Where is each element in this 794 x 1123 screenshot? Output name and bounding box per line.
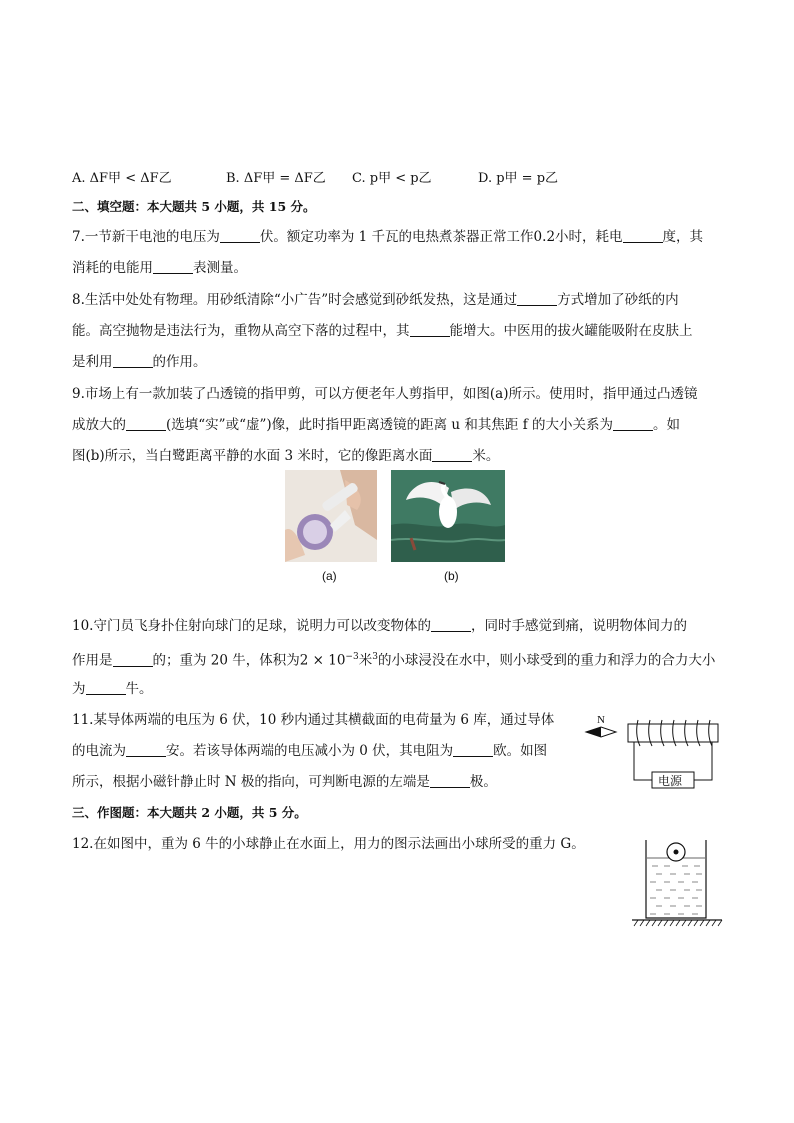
answer-blank[interactable]: [153, 260, 193, 274]
q11-text: 的电流为: [72, 743, 126, 759]
solenoid-circuit-diagram: [582, 710, 722, 792]
option-d: D. p甲 = p乙: [478, 171, 559, 186]
question-10-line-2: [72, 648, 715, 670]
q8-text: 的作用。: [152, 354, 207, 370]
question-8-line-1: [72, 291, 679, 309]
floating-ball-diagram: [630, 834, 724, 928]
q7-text: 度，其: [662, 229, 704, 245]
question-10-line-3: [72, 680, 153, 698]
answer-blank[interactable]: [517, 292, 557, 306]
option-b: B. ΔF甲 = ΔF乙: [226, 171, 326, 186]
answer-blank[interactable]: [432, 448, 472, 462]
q10-text: 为: [72, 681, 86, 697]
q11-text: 安。若该导体两端的电压减小为 0 伏，其电阻为: [166, 743, 454, 759]
photo-egret-over-water: [391, 470, 505, 562]
q8-text: 能。高空抛物是违法行为，重物从高空下落的过程中，其: [72, 323, 410, 339]
answer-blank[interactable]: [126, 417, 166, 431]
q8-text: 能增大。中医用的拔火罐能吸附在皮肤上: [449, 323, 693, 339]
q7-text: 表测量。: [193, 260, 247, 276]
section-heading: 二、填空题：本大题共 5 小题，共 15 分。: [72, 199, 316, 214]
question-8-line-3: [72, 353, 207, 371]
north-label: N: [597, 714, 605, 726]
power-source-label: 电源: [658, 774, 683, 788]
answer-blank[interactable]: [431, 618, 471, 632]
answer-blank[interactable]: [113, 653, 153, 667]
question-9-line-1: 9.市场上有一款加装了凸透镜的指甲剪，可以方便老年人剪指甲，如图(a)所示。使用时，指甲通过凸透镜: [72, 386, 698, 402]
figure-caption-a: (a): [322, 569, 337, 583]
q9-text: 。如: [653, 417, 680, 433]
q8-text: 8.生活中处处有物理。用砂纸清除“小广告”时会感觉到砂纸发热，这是通过: [72, 292, 518, 308]
q10-text: 牛。: [125, 681, 153, 697]
answer-blank[interactable]: [220, 229, 260, 243]
question-11-line-2: [72, 742, 547, 760]
answer-blank[interactable]: [613, 417, 653, 431]
q10-text: 的小球浸没在水中，则小球受到的重力和浮力的合力大小: [377, 652, 716, 669]
q7-text: 消耗的电能用: [72, 260, 153, 276]
q9-text: (选填“实”或“虚”)像，此时指甲距离透镜的距离 u 和其焦距 f 的大小关系为: [166, 417, 613, 433]
question-11-line-1: 11.某导体两端的电压为 6 伏，10 秒内通过其横截面的电荷量为 6 库，通过导体: [72, 712, 555, 728]
ball-center: [674, 850, 679, 855]
q11-text: 极。: [469, 774, 497, 790]
exponent: −3: [345, 652, 359, 662]
option-c: C. p甲 < p乙: [352, 171, 432, 186]
answer-blank[interactable]: [623, 229, 663, 243]
question-8-line-2: [72, 322, 693, 340]
answer-blank[interactable]: [430, 774, 470, 788]
q9-text: 图(b)所示，当白鹭距离平静的水面 3 米时，它的像距离水面: [72, 448, 433, 464]
answer-blank[interactable]: [453, 743, 493, 757]
q8-text: 是利用: [72, 354, 113, 370]
photo-nail-clipper-lens: [285, 470, 377, 562]
option-a: A. ΔF甲 < ΔF乙: [72, 171, 172, 186]
answer-blank[interactable]: [113, 354, 153, 368]
ground-hatching: [634, 920, 722, 926]
figure-caption-b: (b): [444, 569, 459, 583]
answer-blank[interactable]: [86, 681, 126, 695]
question-9-line-3: [72, 447, 499, 465]
exponent: 3: [372, 652, 378, 662]
question-11-line-3: [72, 773, 497, 791]
q10-text: 作用是: [72, 652, 113, 669]
question-9-line-2: [72, 416, 680, 434]
question-12: 12.在如图中，重为 6 牛的小球静止在水面上，用力的图示法画出小球所受的重力 G。: [72, 836, 585, 852]
water-hatching: [650, 866, 702, 914]
q8-text: 方式增加了砂纸的内: [557, 292, 679, 308]
q7-text: 伏。额定功率为 1 千瓦的电热煮茶器正常工作0.2小时，耗电: [259, 229, 623, 245]
answer-blank[interactable]: [126, 743, 166, 757]
question-7-line-2: [72, 259, 247, 277]
q9-text: 成放大的: [72, 417, 126, 433]
q11-text: 所示，根据小磁针静止时 N 极的指向，可判断电源的左端是: [72, 774, 430, 790]
q10-text: 米: [358, 652, 373, 669]
answer-blank[interactable]: [410, 323, 450, 337]
question-10-line-1: [72, 617, 687, 635]
q10-text: 的；重为 20 牛，体积为2 × 10: [152, 652, 346, 669]
q7-text: 7.一节新干电池的电压为: [72, 229, 220, 245]
section-heading: 三、作图题：本大题共 2 小题，共 5 分。: [72, 805, 307, 820]
q9-text: 米。: [472, 448, 500, 464]
q10-text: 10.守门员飞身扑住射向球门的足球，说明力可以改变物体的: [72, 618, 431, 634]
question-7-line-1: [72, 228, 703, 246]
q10-text: ，同时手感觉到痛，说明物体间力的: [470, 618, 687, 634]
q11-text: 欧。如图: [493, 743, 548, 759]
